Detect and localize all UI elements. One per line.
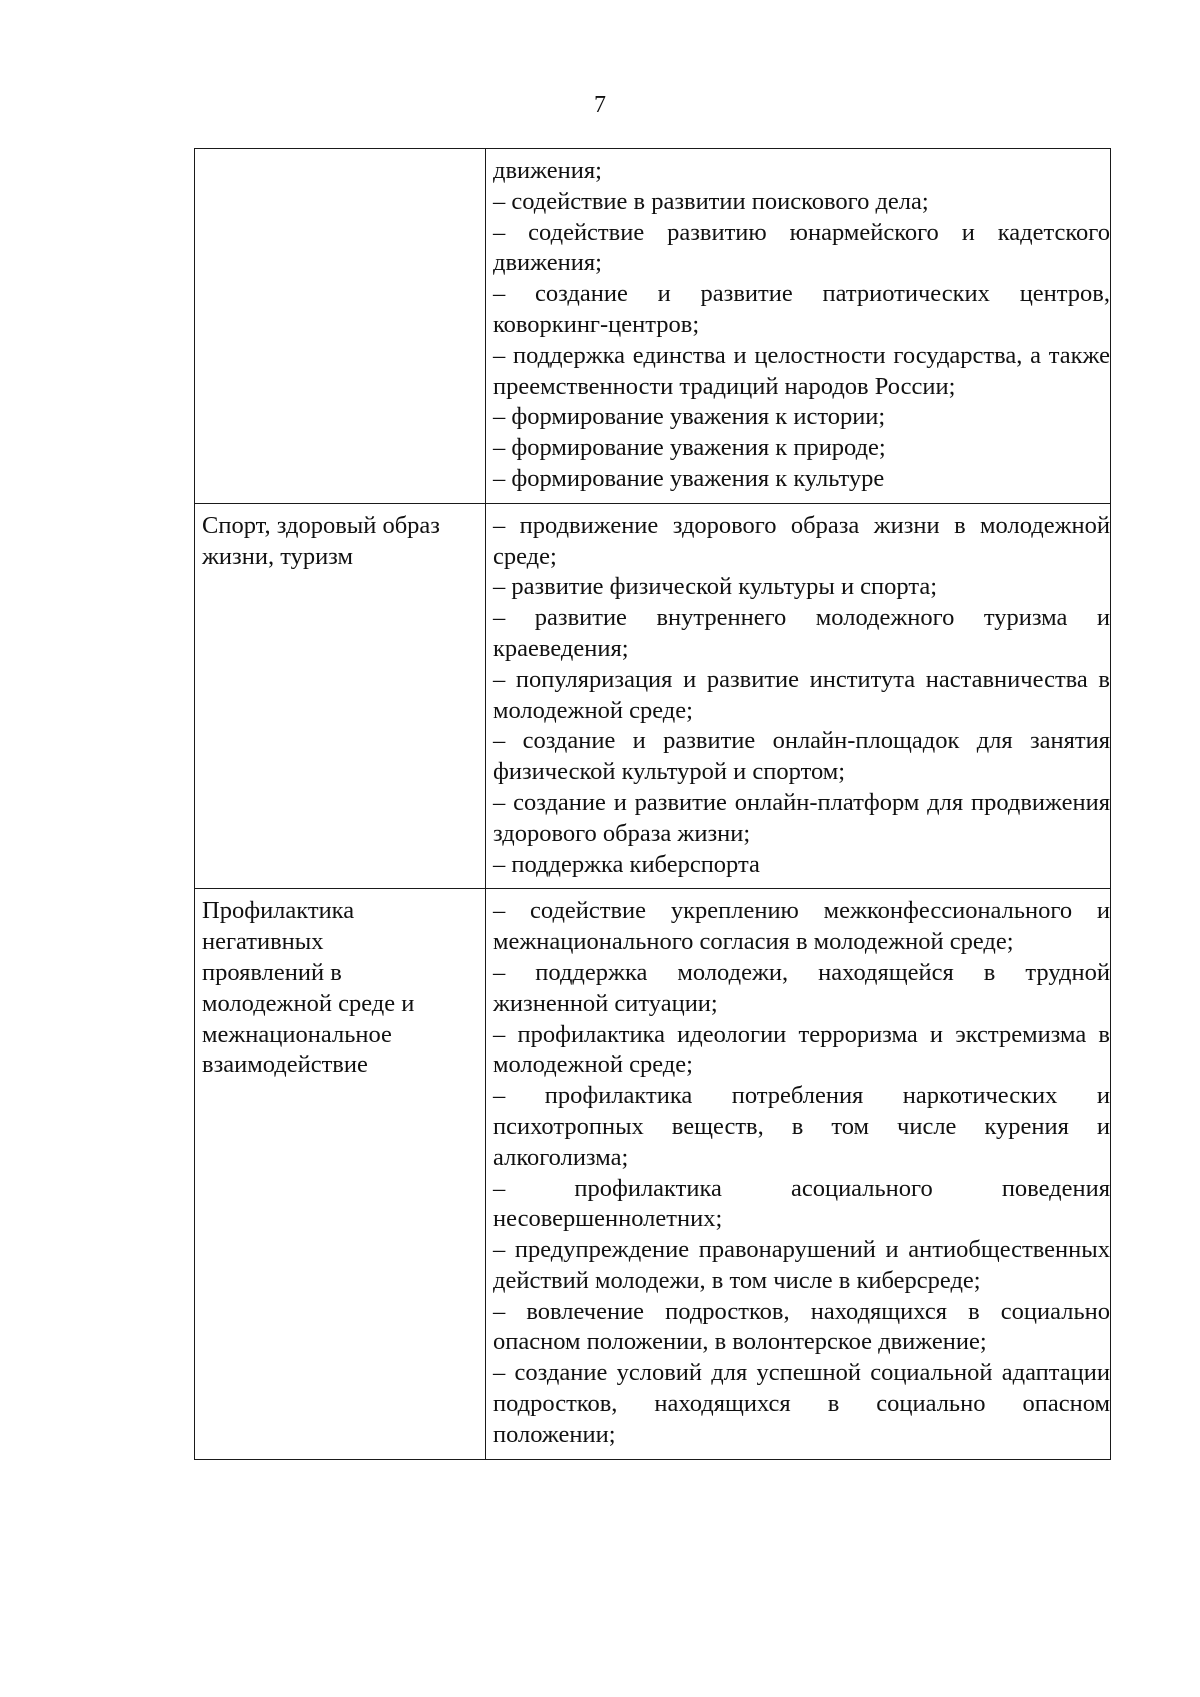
list-item: – развитие внутреннего молодежного туризма и краеведения; bbox=[493, 604, 1110, 662]
list-item: – предупреждение правонарушений и антиобщественных действий молодежи, в том числе в киберсреде; bbox=[493, 1236, 1110, 1294]
items-cell bbox=[486, 889, 1111, 1459]
topic-line: Спорт, здоровый образ bbox=[202, 511, 440, 539]
topic-cell bbox=[195, 149, 486, 504]
list-item: – формирование уважения к истории; bbox=[493, 403, 886, 431]
list-item: – поддержка киберспорта bbox=[493, 850, 760, 878]
list-item: – продвижение здорового образа жизни в молодежной среде; bbox=[493, 511, 1110, 570]
list-item: – профилактика асоциального поведения несовершеннолетних; bbox=[493, 1174, 1110, 1233]
topic-line: проявлений в bbox=[202, 958, 342, 986]
list-item: – популяризация и развитие института наставничества в молодежной среде; bbox=[493, 665, 1110, 724]
topic-line: Профилактика bbox=[202, 897, 355, 925]
directions-table bbox=[194, 148, 1111, 1460]
table-row bbox=[195, 503, 1111, 889]
list-item: – содействие в развитии поискового дела; bbox=[493, 187, 929, 215]
list-item: – содействие развитию юнармейского и кадетского движения; bbox=[493, 218, 1110, 277]
items-cell bbox=[486, 503, 1111, 889]
topic-line: молодежной среде и bbox=[202, 989, 415, 1017]
table-row bbox=[195, 889, 1111, 1459]
table-row bbox=[195, 149, 1111, 504]
list-item: – развитие физической культуры и спорта; bbox=[493, 573, 938, 601]
list-item: – поддержка единства и целостности государства, а также преемственности традиций народов России; bbox=[493, 341, 1110, 400]
topic-line: негативных bbox=[202, 928, 324, 956]
table-body bbox=[195, 149, 1111, 1460]
list-item: – поддержка молодежи, находящейся в трудной жизненной ситуации; bbox=[493, 958, 1110, 1017]
list-item: – формирование уважения к природе; bbox=[493, 434, 886, 462]
list-item: – вовлечение подростков, находящихся в социально опасном положении, в волонтерское движение; bbox=[493, 1297, 1110, 1356]
list-item: – содействие укреплению межконфессионального и межнационального согласия в молодежной среде; bbox=[493, 897, 1110, 956]
topic-line: взаимодействие bbox=[202, 1051, 368, 1079]
list-item: – создание и развитие патриотических центров, коворкинг-центров; bbox=[493, 280, 1110, 338]
topic-line: жизни, туризм bbox=[202, 542, 354, 570]
list-item: – создание и развитие онлайн-площадок для занятия физической культурой и спортом; bbox=[493, 727, 1110, 786]
topic-cell bbox=[195, 889, 486, 1459]
list-item: – создание и развитие онлайн-платформ для продвижения здорового образа жизни; bbox=[493, 788, 1110, 847]
list-item: – формирование уважения к культуре bbox=[493, 464, 885, 492]
list-item: – профилактика потребления наркотических и психотропных веществ, в том числе курения и алкоголизма; bbox=[493, 1082, 1110, 1171]
list-item: – создание условий для успешной социальной адаптации подростков, находящихся в социально опасном положении; bbox=[493, 1359, 1110, 1448]
topic-cell bbox=[195, 503, 486, 889]
list-item: – профилактика идеологии терроризма и экстремизма в молодежной среде; bbox=[493, 1020, 1110, 1079]
page-number: 7 bbox=[594, 92, 606, 118]
topic-line: межнациональное bbox=[202, 1020, 392, 1048]
list-item: движения; bbox=[493, 157, 602, 184]
items-cell bbox=[486, 149, 1111, 504]
